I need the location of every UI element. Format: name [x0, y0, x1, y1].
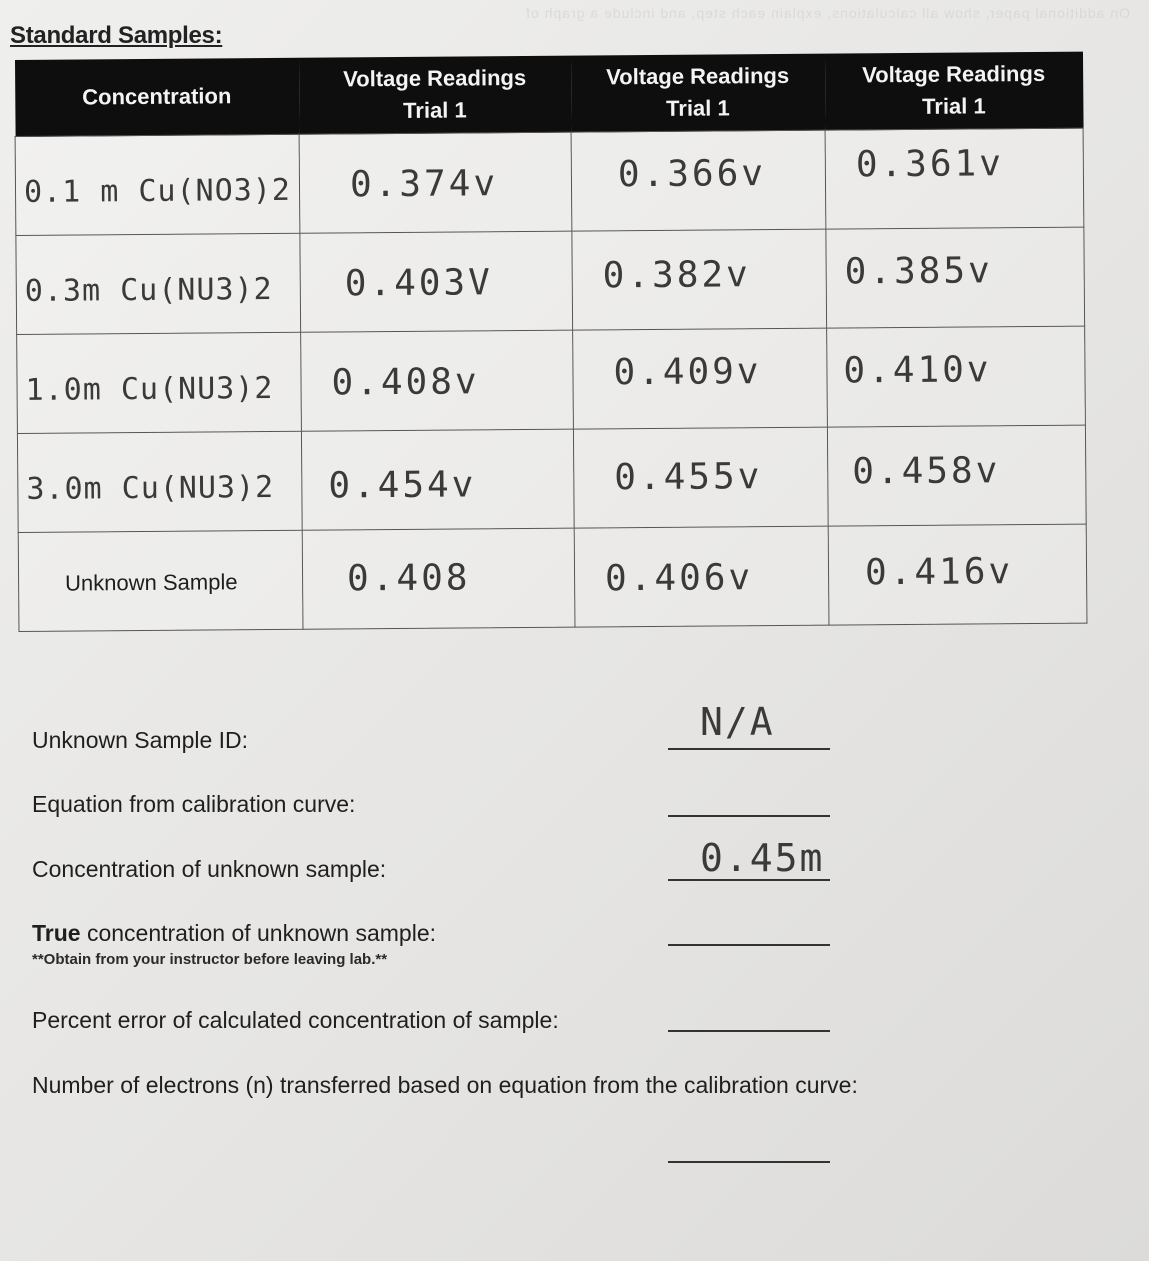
equation-line: [668, 815, 830, 817]
handwritten-voltage: 0.406v: [604, 557, 754, 600]
bleed-through-text: On additional paper, show all calculations, explain each step, and include a graph of: [525, 5, 1130, 21]
electrons-line: [668, 1161, 830, 1163]
cell-voltage: [302, 528, 575, 629]
handwritten-voltage: 0.366v: [617, 153, 767, 196]
header-sublabel: Trial 1: [666, 95, 730, 121]
handwritten-concentration: 3.0m Cu(NU3)2: [26, 469, 275, 507]
header-concentration: [14, 58, 299, 137]
handwritten-voltage: 0.403V: [344, 262, 493, 305]
handwritten-voltage: 0.416v: [864, 551, 1014, 594]
handwritten-voltage: 0.454v: [328, 464, 477, 507]
true-concentration-label: [32, 920, 436, 947]
cell-concentration: [15, 134, 300, 235]
header-voltage-2: [570, 54, 825, 132]
percent-error-line: [668, 1030, 830, 1032]
equation-label: Equation from calibration curve:: [32, 791, 356, 817]
handwritten-voltage: 0.382v: [602, 254, 751, 297]
standard-samples-table: [14, 52, 1087, 632]
instructor-note: **Obtain from your instructor before leaving lab.**: [32, 951, 388, 968]
unknown-sample-id-answer: N/A: [700, 700, 775, 744]
handwritten-voltage: 0.408v: [331, 361, 480, 404]
handwritten-voltage: 0.410v: [843, 349, 992, 392]
cell-voltage: [299, 132, 572, 233]
cell-voltage: [827, 425, 1086, 526]
cell-voltage: [572, 229, 827, 330]
handwritten-concentration: 0.3m Cu(NU3)2: [24, 271, 273, 309]
cell-voltage: [571, 130, 826, 231]
true-bold-word: True: [32, 920, 81, 946]
cell-voltage: [301, 330, 574, 431]
handwritten-voltage: 0.455v: [614, 456, 763, 499]
table-row: [16, 227, 1085, 334]
true-concentration-line: [668, 944, 830, 946]
cell-concentration: [17, 332, 302, 433]
cell-concentration: [18, 530, 303, 631]
cell-voltage: [827, 326, 1086, 427]
header-label: Voltage Readings: [343, 64, 527, 92]
table-row: [18, 524, 1087, 631]
table-row: [17, 326, 1086, 433]
header-voltage-3: [824, 52, 1083, 131]
unknown-sample-id-label: Unknown Sample ID:: [32, 727, 249, 753]
handwritten-concentration: 0.1 m Cu(NO3)2: [23, 172, 292, 210]
header-voltage-1: [298, 56, 571, 135]
handwritten-voltage: 0.361v: [855, 143, 1005, 186]
header-sublabel: Trial 1: [403, 97, 467, 123]
handwritten-voltage: 0.385v: [844, 250, 993, 293]
cell-voltage: [828, 524, 1087, 625]
header-label: Concentration: [82, 83, 232, 110]
header-label: Voltage Readings: [606, 62, 790, 90]
cell-concentration: [16, 233, 301, 334]
cell-voltage: [826, 227, 1085, 328]
cell-voltage: [574, 526, 829, 627]
section-title: Standard Samples:: [10, 22, 223, 49]
table-row: [17, 425, 1086, 532]
percent-error-label: Percent error of calculated concentration of sample:: [32, 1007, 559, 1033]
handwritten-voltage: 0.374v: [349, 163, 499, 206]
cell-voltage: [301, 429, 574, 530]
handwritten-voltage: 0.408: [346, 557, 471, 600]
electrons-label: Number of electrons (n) transferred based on equation from the calibration curve:: [32, 1072, 858, 1098]
cell-voltage: [573, 427, 828, 528]
handwritten-voltage: 0.409v: [613, 351, 762, 394]
handwritten-concentration: 1.0m Cu(NU3)2: [25, 370, 274, 408]
unknown-concentration-line: [668, 879, 830, 881]
header-label: Voltage Readings: [862, 60, 1046, 88]
cell-voltage: [300, 231, 573, 332]
unknown-concentration-label: Concentration of unknown sample:: [32, 856, 387, 882]
standard-samples-table-wrap: [14, 52, 1091, 660]
true-concentration-text: concentration of unknown sample:: [80, 920, 437, 946]
unknown-sample-label: Unknown Sample: [65, 569, 238, 596]
handwritten-voltage: 0.458v: [852, 450, 1001, 493]
unknown-sample-id-line: [668, 748, 830, 750]
table-header-row: [14, 52, 1083, 137]
cell-concentration: [17, 431, 302, 532]
cell-voltage: [825, 128, 1084, 229]
unknown-concentration-answer: 0.45m: [700, 836, 825, 880]
table-row: [15, 128, 1084, 235]
header-sublabel: Trial 1: [921, 93, 986, 119]
cell-voltage: [573, 328, 828, 429]
